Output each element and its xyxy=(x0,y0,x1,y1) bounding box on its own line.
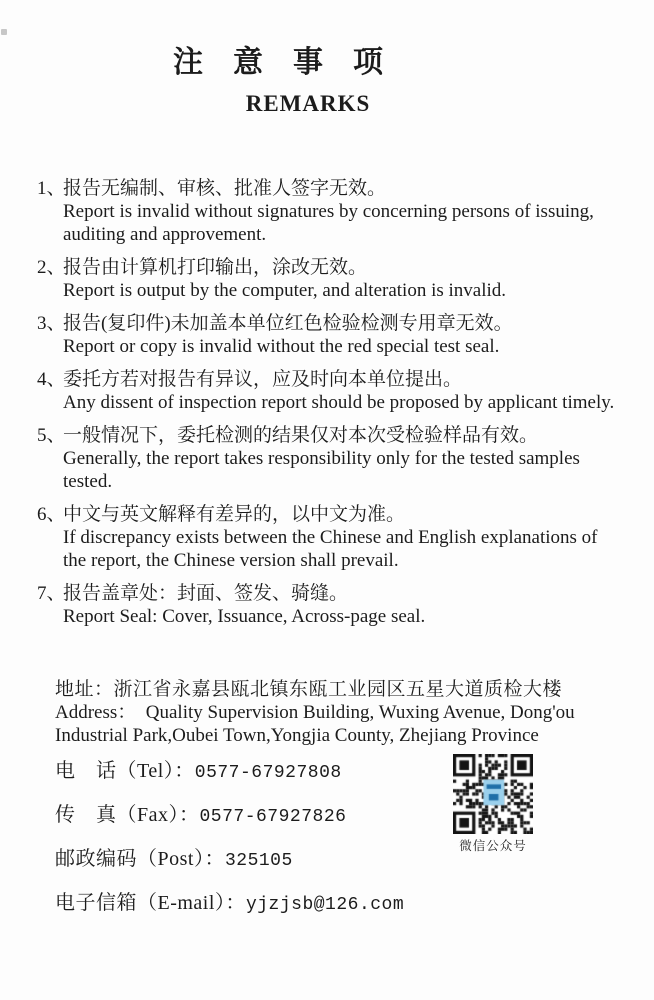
remark-number: 1、 xyxy=(37,178,66,199)
remark-number: 3、 xyxy=(37,313,66,334)
remark-text-chinese: 报告由计算机打印输出，涂改无效。 xyxy=(63,257,368,278)
contact-row-post xyxy=(55,847,654,873)
remark-number: 6、 xyxy=(37,504,66,525)
remark-text-chinese: 委托方若对报告有异议，应及时向本单位提出。 xyxy=(63,369,463,390)
contact-section xyxy=(55,759,654,917)
remark-item-3 xyxy=(37,312,620,358)
wechat-qr-code xyxy=(453,754,533,834)
remark-text-chinese: 报告(复印件)未加盖本单位红色检验检测专用章无效。 xyxy=(63,313,513,334)
remark-item-4 xyxy=(37,368,620,414)
fax-value: 0577-67927826 xyxy=(199,807,347,827)
post-value: 325105 xyxy=(224,851,293,871)
contact-row-fax xyxy=(55,803,654,829)
remark-number: 2、 xyxy=(37,257,66,278)
qr-caption: 微信公众号 xyxy=(459,839,527,853)
page-title-english: REMARKS xyxy=(245,91,371,116)
remark-text-english: If discrepancy exists between the Chinese and English explanations of the report, the Chinese version shall prevail. xyxy=(63,527,598,571)
remark-item-6 xyxy=(37,503,620,572)
remark-item-7 xyxy=(37,582,620,628)
wechat-qr-block xyxy=(450,754,536,854)
tel-value: 0577-67927808 xyxy=(194,763,342,783)
remark-text-chinese: 报告盖章处：封面、签发、骑缝。 xyxy=(63,583,349,604)
address-block xyxy=(55,678,618,747)
remark-number: 4、 xyxy=(37,369,66,390)
remark-item-2 xyxy=(37,256,620,302)
contact-row-email xyxy=(55,891,654,917)
remark-number: 5、 xyxy=(37,425,66,446)
remark-text-english: Report or copy is invalid without the red special test seal. xyxy=(63,336,500,357)
tel-label: 电 话（Tel）： xyxy=(55,760,195,782)
fax-label: 传 真（Fax）： xyxy=(55,804,200,826)
page-title-chinese: 注意事项 xyxy=(173,46,413,79)
remark-text-english: Report is invalid without signatures by concerning persons of issuing, auditing and approvement. xyxy=(63,201,594,245)
email-label: 电子信箱（E-mail）： xyxy=(55,892,246,914)
remark-text-chinese: 中文与英文解释有差异的，以中文为准。 xyxy=(63,504,406,525)
remark-text-english: Report Seal: Cover, Issuance, Across-page seal. xyxy=(63,606,426,627)
email-value: yjzjsb@126.com xyxy=(245,895,405,915)
remarks-list xyxy=(37,177,620,628)
post-label: 邮政编码（Post）： xyxy=(55,848,225,870)
remark-number: 7、 xyxy=(37,583,66,604)
contact-row-tel xyxy=(55,759,654,785)
remark-text-chinese: 报告无编制、审核、批准人签字无效。 xyxy=(63,178,387,199)
remark-item-1 xyxy=(37,177,620,246)
scan-artifact xyxy=(1,29,7,35)
remark-text-english: Report is output by the computer, and alteration is invalid. xyxy=(63,280,507,301)
remark-item-5 xyxy=(37,424,620,493)
remark-text-english: Any dissent of inspection report should be proposed by applicant timely. xyxy=(63,392,615,413)
address-english: Address： Quality Supervision Building, Wuxing Avenue, Dong'ou Industrial Park,Oubei Town,Yongjia County, Zhejiang Province xyxy=(55,702,580,746)
remark-text-english: Generally, the report takes responsibility only for the tested samples tested. xyxy=(63,448,580,492)
remark-text-chinese: 一般情况下，委托检测的结果仅对本次受检验样品有效。 xyxy=(63,425,539,446)
address-chinese: 地址：浙江省永嘉县瓯北镇东瓯工业园区五星大道质检大楼 xyxy=(55,679,563,700)
